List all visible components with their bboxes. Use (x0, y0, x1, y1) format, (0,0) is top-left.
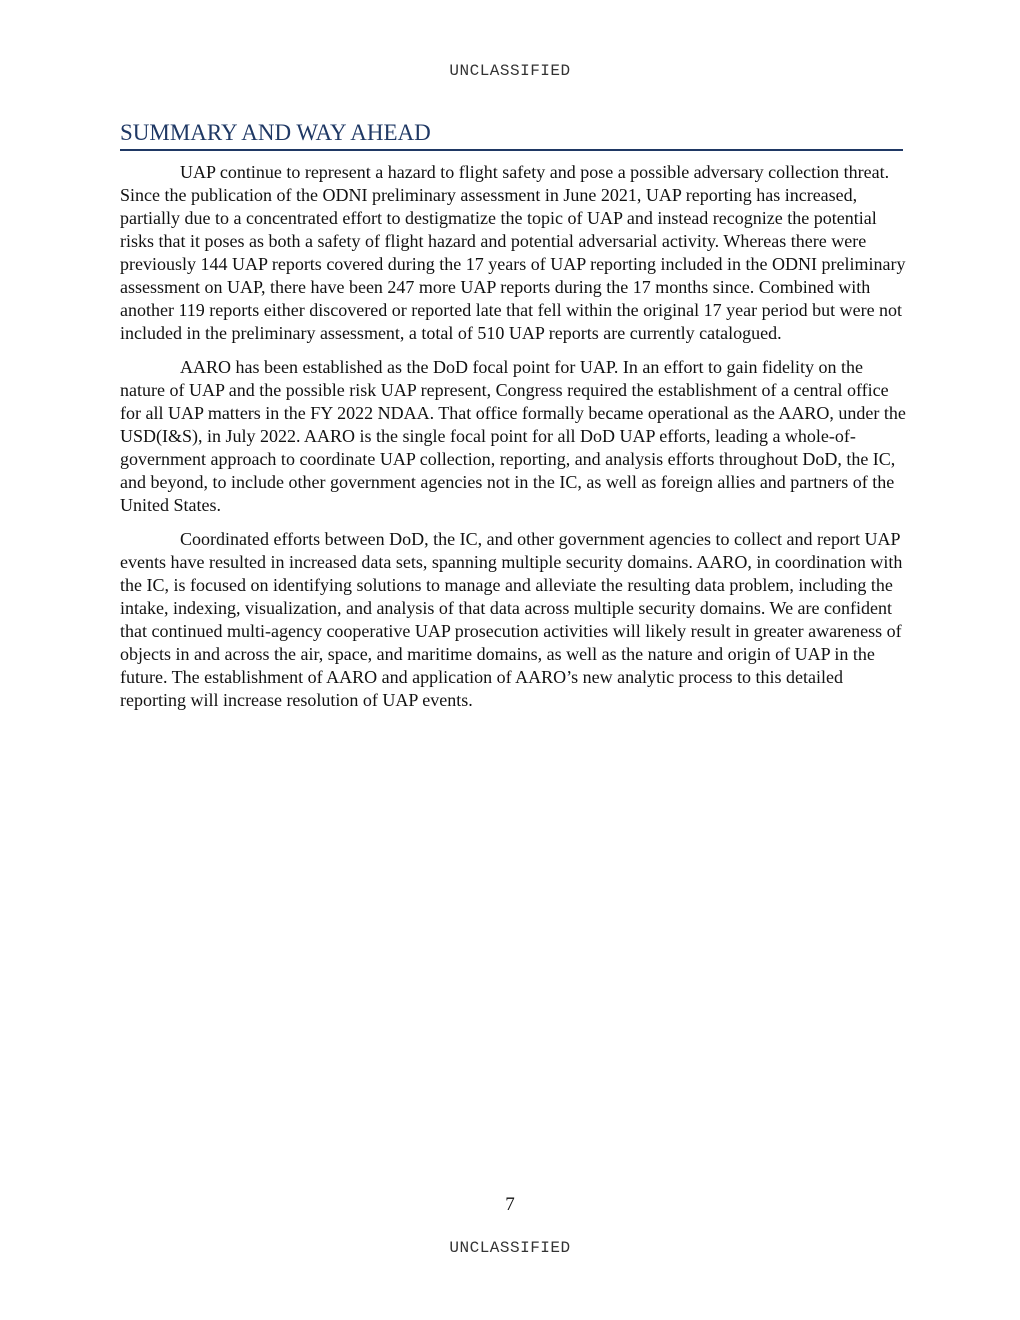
header-classification-marking: UNCLASSIFIED (449, 62, 571, 80)
page-number: 7 (505, 1194, 515, 1215)
footer-classification-marking: UNCLASSIFIED (449, 1239, 571, 1257)
paragraph-2: AARO has been established as the DoD focal point for UAP. In an effort to gain fidelity on the nature of UAP and the possible risk UAP represent, Congress required the establishment of a central office for all UAP matters in the FY 2022 NDAA. That office formally became operational as the AARO, under the USD(I&S), in July 2022. AARO is the single focal point for all DoD UAP efforts, leading a whole-of-government approach to coordinate UAP collection, reporting, and analysis efforts throughout DoD, the IC, and beyond, to include other government agencies not in the IC, as well as foreign allies and partners of the United States. (120, 357, 906, 515)
body-text (120, 161, 910, 723)
section-heading: SUMMARY AND WAY AHEAD (120, 119, 903, 151)
paragraph-3: Coordinated efforts between DoD, the IC, and other government agencies to collect and report UAP events have resulted in increased data sets, spanning multiple security domains. AARO, in coordination with the IC, is focused on identifying solutions to manage and alleviate the resulting data problem, including the intake, indexing, visualization, and analysis of that data across multiple security domains. We are confident that continued multi-agency cooperative UAP prosecution activities will likely result in greater awareness of objects in and across the air, space, and maritime domains, as well as the nature and origin of UAP in the future. The establishment of AARO and application of AARO’s new analytic process to this detailed reporting will increase resolution of UAP events. (120, 529, 903, 710)
paragraph-1: UAP continue to represent a hazard to flight safety and pose a possible adversary collection threat. Since the publication of the ODNI preliminary assessment in June 2021, UAP reporting has increased, partially due to a concentrated effort to destigmatize the topic of UAP and instead recognize the potential risks that it poses as both a safety of flight hazard and potential adversarial activity. Whereas there were previously 144 UAP reports covered during the 17 years of UAP reporting included in the ODNI preliminary assessment on UAP, there have been 247 more UAP reports during the 17 months since. Combined with another 119 reports either discovered or reported late that fell within the original 17 year period but were not included in the preliminary assessment, a total of 510 UAP reports are currently catalogued. (120, 162, 906, 343)
